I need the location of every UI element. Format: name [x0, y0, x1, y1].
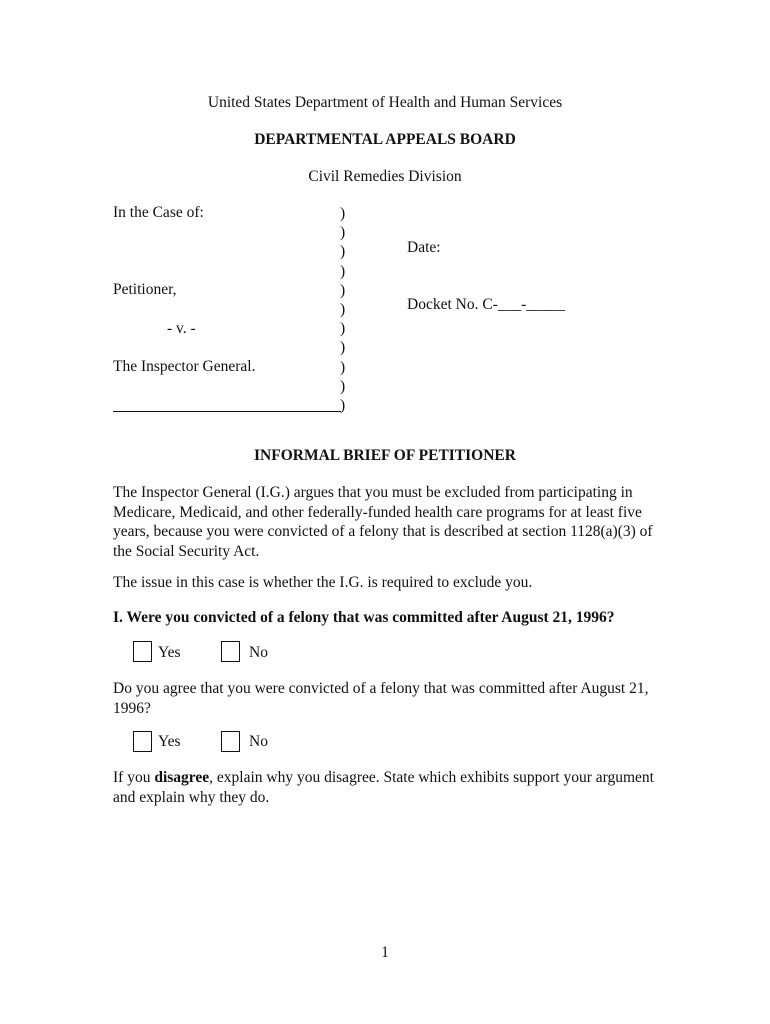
caption-paren: )	[340, 358, 346, 376]
explain-instructions	[113, 768, 673, 807]
question-1-agree-no-checkbox[interactable]	[221, 731, 240, 752]
caption-paren: )	[340, 339, 346, 357]
explain-prefix: If you	[113, 769, 155, 786]
caption-paren: )	[340, 224, 346, 242]
page-number: 1	[381, 944, 389, 961]
issue-statement: The issue in this case is whether the I.G. is required to exclude you.	[113, 574, 533, 591]
caption-closing-paren: )	[340, 397, 346, 414]
division-title: Civil Remedies Division	[308, 168, 462, 185]
question-1-heading: I. Were you convicted of a felony that was committed after August 21, 1996?	[113, 609, 615, 626]
petitioner-label: Petitioner,	[113, 281, 177, 298]
caption-paren: )	[340, 377, 346, 395]
question-1-followup: Do you agree that you were convicted of a felony that was committed after August 21, 1996?	[113, 680, 649, 717]
question-1-no-label: No	[249, 644, 268, 661]
intro-paragraph: The Inspector General (I.G.) argues that you must be excluded from participating in Medicare, Medicaid, and other federally-funded health care programs for at least five years, because you were convicted of a felony that is described at section 1128(a)(3) of the Social Security Act.	[113, 484, 653, 560]
caption-paren: )	[340, 281, 346, 299]
caption-paren: )	[340, 205, 346, 222]
caption-paren: )	[340, 262, 346, 280]
respondent-label: The Inspector General.	[113, 358, 256, 375]
caption-paren: )	[340, 243, 346, 261]
date-label: Date:	[407, 239, 441, 256]
board-title: DEPARTMENTAL APPEALS BOARD	[254, 131, 516, 148]
caption-paren: )	[340, 301, 346, 319]
question-1-yes-checkbox[interactable]	[133, 641, 152, 662]
versus-label: - v. -	[167, 320, 196, 337]
explain-suffix: , explain why you disagree. State which exhibits support your argument and explain why they do.	[113, 769, 654, 806]
caption-parentheses	[340, 204, 352, 396]
explain-emphasis: disagree	[154, 769, 210, 786]
question-1-agree-no-label: No	[249, 733, 268, 750]
department-title: United States Department of Health and Human Services	[207, 94, 563, 111]
question-1-agree-yes-checkbox[interactable]	[133, 731, 152, 752]
docket-number-label: Docket No. C-___-_____	[407, 296, 565, 313]
in-case-of-label: In the Case of:	[113, 204, 204, 221]
caption-signature-line	[113, 411, 341, 412]
caption-paren: )	[340, 320, 346, 338]
question-1-agree-yes-label: Yes	[158, 733, 181, 750]
brief-title: INFORMAL BRIEF OF PETITIONER	[254, 447, 516, 464]
question-1-no-checkbox[interactable]	[221, 641, 240, 662]
question-1-yes-label: Yes	[158, 644, 181, 661]
